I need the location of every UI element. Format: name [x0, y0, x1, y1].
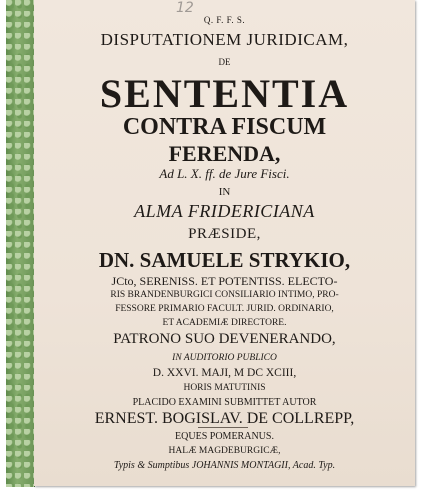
presider-role-1: JCto, SERENISS. ET POTENTISS. ELECTO-	[111, 274, 338, 288]
pencil-mark: 12	[176, 0, 194, 16]
de-line: DE	[218, 57, 231, 67]
date-line: D. XXVI. MAJI, M DC XCIII,	[152, 367, 297, 379]
author-name: ERNEST. BOGISLAV. DE COLLREPP,	[94, 410, 355, 427]
presider-role-3: FESSORE PRIMARIO FACULT. JURID. ORDINARIO,	[115, 304, 334, 314]
eques-line: EQUES POMERANUS.	[175, 431, 274, 442]
title-page	[34, 0, 415, 486]
place-line: HALÆ MAGDEBURGICÆ,	[168, 446, 281, 456]
auditorio-line: IN AUDITORIO PUBLICO	[172, 353, 277, 363]
university-name: ALMA FRIDERICIANA	[134, 201, 315, 221]
printer-line: Typis & Sumptibus JOHANNIS MONTAGII, Acad. Typ.	[113, 460, 336, 471]
qffs-line: Q. F. F. S.	[203, 15, 246, 25]
disputation-heading: DISPUTATIONEM JURIDICAM,	[100, 30, 349, 49]
presider-role-2: RIS BRANDENBURGICI CONSILIARIO INTIMO, PRO-	[110, 290, 339, 300]
placido-line: PLACIDO EXAMINI SUBMITTET AUTOR	[132, 397, 317, 408]
subtitle-line-1: CONTRA FISCUM	[122, 114, 327, 140]
in-line: IN	[218, 186, 231, 198]
main-title: SENTENTIA	[99, 71, 350, 116]
presider-role-4: ET ACADEMIÆ DIRECTORE.	[162, 318, 287, 328]
book-spine-binding	[6, 0, 35, 487]
presider-name: DN. SAMUELE STRYKIO,	[98, 248, 351, 272]
subtitle-line-2: FERENDA,	[168, 141, 281, 166]
divider-rule	[198, 427, 248, 428]
legal-reference: Ad L. X. ff. de Jure Fisci.	[159, 166, 290, 181]
patrono-line: PATRONO SUO DEVENERANDO,	[113, 331, 336, 347]
praeside-line: PRÆSIDE,	[188, 226, 261, 242]
horis-line: HORIS MATUTINIS	[183, 383, 266, 393]
